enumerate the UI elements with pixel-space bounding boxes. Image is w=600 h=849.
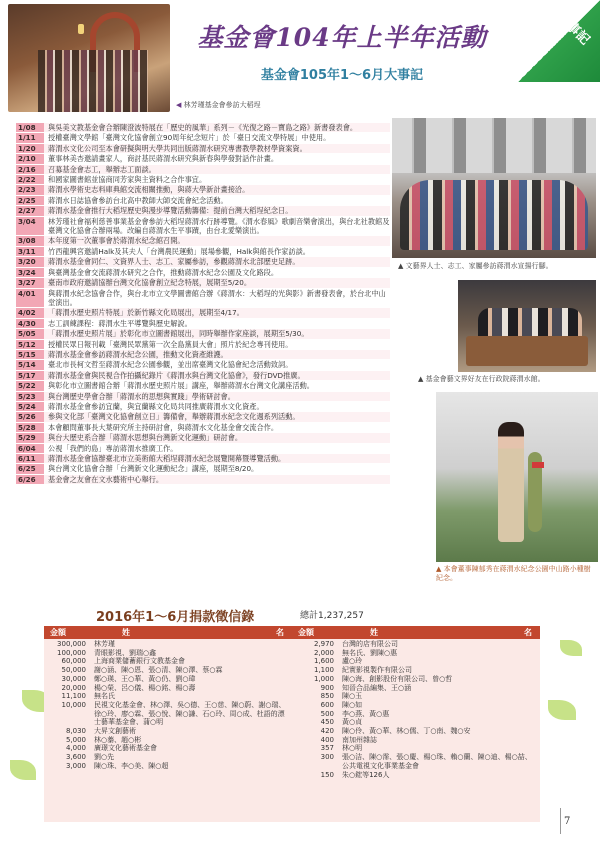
timeline-text: 蔣渭水基金會與民視合作拍攝紀錄片《蔣渭水與台灣文化協會》，發行DVD推廣。 bbox=[44, 371, 390, 380]
timeline-row bbox=[16, 217, 390, 237]
timeline-text: 「蔣渭水歷史照片特展」於新竹縣文化局展出，展期至4/17。 bbox=[44, 308, 390, 317]
timeline-row bbox=[16, 175, 390, 185]
timeline-row bbox=[16, 433, 390, 443]
donation-amount: 2,970 bbox=[313, 640, 334, 648]
timeline-date: 5/24 bbox=[16, 402, 44, 411]
timeline-text: 蔣渭水基金會參訪宜蘭，與宜蘭縣文化局共同推廣蔣渭水文化資產。 bbox=[44, 402, 390, 411]
donor-name: 林○蓁、趙○彬 bbox=[94, 735, 142, 744]
header-photo bbox=[8, 4, 170, 112]
timeline-text: 「蔣渭水歷史照片展」於彰化市立圖書館展出，同時舉辦作家座談，展期至5/30。 bbox=[44, 329, 390, 338]
timeline-text: 董事林美杏邀請畫家人，商討基民蔣渭水研究與新春與學發對話作計畫。 bbox=[44, 154, 390, 163]
donations-header bbox=[44, 626, 540, 639]
donation-row bbox=[292, 718, 540, 727]
donation-row bbox=[44, 684, 292, 693]
timeline-date: 3/20 bbox=[16, 257, 44, 266]
donor-name: 李○燕、黃○惠 bbox=[342, 709, 390, 718]
timeline-date: 6/11 bbox=[16, 454, 44, 463]
donation-row bbox=[44, 753, 292, 762]
timeline-date: 5/26 bbox=[16, 412, 44, 421]
donor-name: 朱○鋐等126人 bbox=[342, 770, 390, 779]
timeline-text: 本會顧問董事長大葉研究所主持研討會，與蔣渭水文化基金會交流合作。 bbox=[44, 423, 390, 432]
timeline-date: 5/22 bbox=[16, 381, 44, 390]
donation-row bbox=[44, 692, 292, 701]
donation-amount: 600 bbox=[320, 700, 334, 709]
donor-name: 劉○先 bbox=[94, 753, 115, 762]
events-timeline bbox=[16, 123, 390, 485]
timeline-date: 3/11 bbox=[16, 247, 44, 256]
timeline-date: 2/10 bbox=[16, 154, 44, 163]
timeline-text: 與臺灣基金會交流蔣渭水研究之合作，推動蔣渭水紀念公園及文化路段。 bbox=[44, 268, 390, 277]
meeting-photo bbox=[458, 280, 596, 372]
donation-amount: 400 bbox=[320, 735, 334, 744]
ribbon-shape bbox=[532, 462, 544, 468]
page-number: 7 bbox=[564, 816, 571, 827]
timeline-text: 與台大歷史系合辦「蔣渭水思想與台灣新文化運動」研討會。 bbox=[44, 433, 390, 442]
donation-amount: 100,000 bbox=[57, 648, 86, 657]
donation-amount: 300,000 bbox=[57, 640, 86, 648]
leaf-decoration bbox=[548, 700, 576, 720]
donations-columns bbox=[44, 639, 540, 779]
timeline-date: 3/24 bbox=[16, 268, 44, 277]
donation-row bbox=[292, 744, 540, 753]
donation-amount: 150 bbox=[320, 770, 334, 779]
donation-row bbox=[292, 657, 540, 666]
caption-arrow-icon: ◀ bbox=[176, 101, 184, 109]
timeline-row bbox=[16, 144, 390, 154]
group-photo bbox=[392, 118, 596, 258]
timeline-date: 4/02 bbox=[16, 308, 44, 317]
donor-name: 台灣的店有限公司 bbox=[342, 640, 398, 648]
timeline-text: 和國家圖書館並協商同芳家與主資料之合作事宜。 bbox=[44, 175, 390, 184]
donor-name: 南加州雜誌 bbox=[342, 735, 377, 744]
donation-amount: 1,100 bbox=[313, 666, 334, 675]
donation-amount: 1,600 bbox=[313, 657, 334, 666]
timeline-row bbox=[16, 206, 390, 216]
timeline-date: 1/20 bbox=[16, 144, 44, 153]
corner-label: 大事記 bbox=[553, 9, 593, 49]
photo-caption-1: ▲ 文藝界人士、志工、家屬參訪蔣渭水宣揚行腳。 bbox=[398, 262, 553, 270]
header-amount: 金額 bbox=[50, 628, 66, 637]
donation-row bbox=[292, 640, 540, 649]
photo-caption-3: ▲ 本會董事陳郁秀在蔣渭水紀念公園中山路小種樹紀念。 bbox=[436, 565, 591, 582]
timeline-text: 蔣渭水日誌協會參訪台北高中教師大師交流會紀念活動。 bbox=[44, 196, 390, 205]
person-shape bbox=[498, 422, 524, 542]
photo-caption-2: ▲ 基金會藝文界好友在行政院蔣渭水館。 bbox=[418, 375, 545, 383]
donor-name: 鄭○瑛、王○華、黃○仍、劉○瑋 bbox=[94, 674, 196, 683]
donation-amount: 5,000 bbox=[65, 735, 86, 744]
header-name-surname: 姓 bbox=[122, 628, 130, 637]
donor-name: 林○明 bbox=[342, 744, 363, 753]
timeline-date: 1/11 bbox=[16, 133, 44, 142]
timeline-date: 6/04 bbox=[16, 444, 44, 453]
timeline-date: 3/04 bbox=[16, 217, 44, 236]
donation-row bbox=[44, 666, 292, 675]
donation-row bbox=[292, 684, 540, 693]
donor-name: 青眼影視、劉瑞○鑫 bbox=[94, 648, 157, 657]
donor-name: 楊○榮、呂○儀、楊○銘、楊○壽 bbox=[94, 683, 196, 692]
crowd-shape bbox=[400, 180, 588, 250]
timeline-text: 蔣渭水基金會協辦臺北市立美術館大稻埕蔣渭水紀念展覽開幕暨導覽活動。 bbox=[44, 454, 390, 463]
timeline-date: 5/05 bbox=[16, 329, 44, 338]
leaf-decoration bbox=[560, 640, 582, 656]
timeline-row bbox=[16, 196, 390, 206]
timeline-row bbox=[16, 247, 390, 257]
header-name-surname: 姓 bbox=[370, 628, 378, 637]
donor-name: 上海商業儲蓄銀行文教基金會 bbox=[94, 657, 185, 666]
timeline-date: 5/12 bbox=[16, 340, 44, 349]
donor-name: 盧○玲 bbox=[342, 657, 363, 666]
timeline-text: 本年度第一次董事會於蔣渭水紀念館召開。 bbox=[44, 236, 390, 245]
header-name-given: 名 bbox=[524, 628, 532, 637]
timeline-date: 3/08 bbox=[16, 236, 44, 245]
leaf-decoration bbox=[10, 760, 36, 780]
donation-row bbox=[292, 771, 540, 780]
donation-row bbox=[292, 710, 540, 719]
timeline-row bbox=[16, 123, 390, 133]
timeline-date: 1/08 bbox=[16, 123, 44, 132]
timeline-text: 召募基金會志工，舉辦志工面談。 bbox=[44, 165, 390, 174]
timeline-row bbox=[16, 329, 390, 339]
timeline-text: 蔣渭水基金會推行大稻埕歷史與漫步導覽活動籌備：提前台灣大稻埕紀念日。 bbox=[44, 206, 390, 215]
timeline-text: 與蔣渭水紀念協會合作，與台北市立文學圖書館合辦《蔣渭水：大稻埕的光與影》新書發表會，於台北中山堂演出。 bbox=[44, 289, 390, 308]
timeline-row bbox=[16, 360, 390, 370]
donation-row bbox=[44, 736, 292, 745]
donation-amount: 450 bbox=[320, 718, 334, 727]
timeline-row bbox=[16, 475, 390, 485]
timeline-row bbox=[16, 371, 390, 381]
donor-name: 陳○玉 bbox=[342, 692, 363, 701]
building-shape bbox=[392, 118, 596, 173]
timeline-text: 公視「我們的島」專訪蔣渭水推廣工作。 bbox=[44, 444, 390, 453]
timeline-text: 與彰化市立圖書館合辦「蔣渭水歷史照片展」講座，舉辦蔣渭水台灣文化講座活動。 bbox=[44, 381, 390, 390]
timeline-text: 林芳瑾社會福利慈善事業基金會參訪大稻埕蔣渭水行跡導覽。《渭水春風》歌劇音樂會演出，與台北社教館及臺灣文化協會合辦兩場。改編自蔣渭水生平事蹟，由台北愛樂演出。 bbox=[44, 217, 390, 236]
header-photo-caption bbox=[176, 100, 261, 110]
timeline-date: 2/27 bbox=[16, 206, 44, 215]
timeline-date: 5/23 bbox=[16, 392, 44, 401]
timeline-date: 6/25 bbox=[16, 464, 44, 473]
donation-amount: 10,000 bbox=[61, 700, 86, 709]
donor-name: 廣璟文化藝術基金會 bbox=[94, 744, 157, 753]
donations-table bbox=[44, 626, 540, 822]
donation-row bbox=[44, 701, 292, 727]
donation-amount: 30,000 bbox=[61, 674, 86, 683]
donation-amount: 50,000 bbox=[61, 666, 86, 675]
timeline-date: 4/01 bbox=[16, 289, 44, 308]
page-title: 基金會104年上半年活動 bbox=[197, 23, 487, 52]
timeline-text: 臺南市政府邀請協辦台灣文化協會創立紀念特展，展期至5/20。 bbox=[44, 278, 390, 287]
donor-name: 林芳瑾 bbox=[94, 640, 115, 648]
timeline-text: 蔣渭水學術史志料庫典館交流相關推動，與蔣大學新計畫接洽。 bbox=[44, 185, 390, 194]
donor-name: 陳○海、創影股份有限公司、曾○哲 bbox=[342, 674, 453, 683]
header-name bbox=[92, 626, 292, 639]
donor-name: 黃○貞 bbox=[342, 718, 363, 727]
donation-amount: 1,000 bbox=[313, 674, 334, 683]
timeline-row bbox=[16, 154, 390, 164]
donations-title: 2016年1～6月捐款徵信錄 bbox=[96, 610, 255, 625]
timeline-row bbox=[16, 185, 390, 195]
donation-row bbox=[292, 753, 540, 770]
timeline-text: 基金會之友會在文水藝術中心舉行。 bbox=[44, 475, 390, 484]
timeline-row bbox=[16, 392, 390, 402]
timeline-row bbox=[16, 165, 390, 175]
timeline-text: 與吳美文教基金會合辦陳澄波特展在「歷史的風華」系列－《光復之路－寶島之路》新書發表會。 bbox=[44, 123, 390, 132]
timeline-row bbox=[16, 444, 390, 454]
donor-name: 無名氏 bbox=[94, 692, 115, 701]
timeline-date: 5/29 bbox=[16, 433, 44, 442]
timeline-row bbox=[16, 464, 390, 474]
donation-amount: 8,030 bbox=[65, 727, 86, 736]
donor-name: 無名氏、劉陳○惠 bbox=[342, 648, 398, 657]
timeline-date: 2/23 bbox=[16, 185, 44, 194]
donation-amount: 3,600 bbox=[65, 753, 86, 762]
page-subtitle: 基金會105年1～6月大事記 bbox=[260, 68, 424, 83]
donation-row bbox=[44, 727, 292, 736]
donor-name: 陳○伶、黃○華、林○儒、丁○南、魏○安 bbox=[342, 727, 471, 736]
donation-amount: 20,000 bbox=[61, 683, 86, 692]
caption-text: 基金會藝文界好友在行政院蔣渭水館。 bbox=[425, 375, 545, 383]
donor-name: 陳○如 bbox=[342, 700, 363, 709]
donation-amount: 900 bbox=[320, 683, 334, 692]
donation-amount: 11,100 bbox=[61, 692, 86, 701]
donation-row bbox=[44, 744, 292, 753]
timeline-date: 2/25 bbox=[16, 196, 44, 205]
timeline-text: 授權民眾日報刊載「臺灣民眾黨第一次全島黨員大會」照片於紀念專刊使用。 bbox=[44, 340, 390, 349]
timeline-row bbox=[16, 340, 390, 350]
lamp-shape bbox=[78, 24, 84, 34]
group-figures bbox=[38, 50, 148, 112]
timeline-text: 蔣渭水基金會參訪蔣渭水紀念公園，推動文化資產維護。 bbox=[44, 350, 390, 359]
donation-row bbox=[292, 727, 540, 736]
donations-total: 總計1,237,257 bbox=[300, 611, 364, 621]
timeline-text: 竹西龍興宮邀請Halk及其夫人「台灣農民運動」展場參觀，Halk與館長作家訪談。 bbox=[44, 247, 390, 256]
donation-row bbox=[292, 675, 540, 684]
donation-amount: 420 bbox=[320, 727, 334, 736]
donation-row bbox=[292, 692, 540, 701]
donation-amount: 500 bbox=[320, 709, 334, 718]
timeline-row bbox=[16, 423, 390, 433]
timeline-date: 2/22 bbox=[16, 175, 44, 184]
timeline-text: 與台灣歷史學會合辦「蔣渭水的思想與實踐」學術研討會。 bbox=[44, 392, 390, 401]
page-number-divider bbox=[560, 808, 561, 834]
donation-row bbox=[44, 675, 292, 684]
donor-name: 大昇文創藝術 bbox=[94, 727, 136, 736]
donation-row bbox=[44, 640, 292, 649]
donor-name: 張○洁、陳○霈、張○慶、楊○珠、賴○蘭、陳○迪、楊○喆、公共電視文化事業基金會 bbox=[342, 753, 532, 770]
timeline-text: 志工訓練課程：蔣渭水生平導覽與歷史解說。 bbox=[44, 319, 390, 328]
timeline-date: 5/17 bbox=[16, 371, 44, 380]
timeline-date: 3/27 bbox=[16, 278, 44, 287]
donations-left-column bbox=[44, 639, 292, 779]
header-name-given: 名 bbox=[276, 628, 284, 637]
timeline-date: 5/15 bbox=[16, 350, 44, 359]
timeline-text: 臺北市長柯文哲至蔣渭水紀念公園參觀，並出席臺灣文化協會紀念活動致詞。 bbox=[44, 360, 390, 369]
timeline-row bbox=[16, 268, 390, 278]
desk-shape bbox=[466, 336, 588, 366]
donation-amount: 300 bbox=[320, 753, 334, 762]
timeline-row bbox=[16, 257, 390, 267]
donor-name: 民視文化基金會、林○澤、吳○德、王○慈、陳○蔚、謝○瑞、徐○玲、廖○霖、張○悅、陳○謙、石○玲、周○成、杜語的漂士藝華基金會、蒲○明 bbox=[94, 700, 286, 727]
timeline-row bbox=[16, 402, 390, 412]
timeline-row bbox=[16, 454, 390, 464]
timeline-row bbox=[16, 308, 390, 318]
timeline-text: 蔣渭水基金會同仁、文資界人士、志工、家屬參訪，參觀蔣渭水北部歷史足跡。 bbox=[44, 257, 390, 266]
donation-amount: 2,000 bbox=[313, 648, 334, 657]
timeline-date: 5/14 bbox=[16, 360, 44, 369]
timeline-row bbox=[16, 278, 390, 288]
donation-amount: 60,000 bbox=[61, 657, 86, 666]
caption-text: 文藝界人士、志工、家屬參訪蔣渭水宣揚行腳。 bbox=[405, 262, 553, 270]
caption-text: 本會董事陳郁秀在蔣渭水紀念公園中山路小種樹紀念。 bbox=[436, 565, 591, 582]
timeline-date: 2/16 bbox=[16, 165, 44, 174]
donor-name: 知晉合品編集、王○涵 bbox=[342, 683, 412, 692]
donation-amount: 850 bbox=[320, 692, 334, 701]
timeline-row bbox=[16, 381, 390, 391]
timeline-row bbox=[16, 319, 390, 329]
donation-row bbox=[292, 736, 540, 745]
timeline-row bbox=[16, 412, 390, 422]
donations-right-column bbox=[292, 639, 540, 779]
timeline-row bbox=[16, 133, 390, 143]
timeline-text: 與台灣文化協會合辦「台灣新文化運動紀念」講座，展期至8/20。 bbox=[44, 464, 390, 473]
timeline-date: 4/30 bbox=[16, 319, 44, 328]
header-amount: 金額 bbox=[298, 628, 314, 637]
donation-row bbox=[44, 762, 292, 771]
timeline-text: 蔣渭水文化公司至本會研擬與明大學共同出版蔣渭水研究專書教學教材學資案資。 bbox=[44, 144, 390, 153]
timeline-text: 參與文化部「臺灣文化協會創立日」籌備會，舉辦蔣渭水紀念文化週系列活動。 bbox=[44, 412, 390, 421]
donation-amount: 3,000 bbox=[65, 761, 86, 770]
tree-planting-photo bbox=[436, 392, 598, 562]
donation-row bbox=[292, 666, 540, 675]
timeline-text: 授權臺灣文學館「臺灣文化協會創立90周年紀念短片」於「臺日交流文學特展」中使用。 bbox=[44, 133, 390, 142]
timeline-row bbox=[16, 236, 390, 246]
donation-amount: 4,000 bbox=[65, 744, 86, 753]
timeline-row bbox=[16, 289, 390, 309]
timeline-date: 5/28 bbox=[16, 423, 44, 432]
donation-row bbox=[292, 649, 540, 658]
donor-name: 謝○涵、陳○恩、張○清、陳○澤、蔡○霖 bbox=[94, 666, 223, 675]
donation-row bbox=[292, 701, 540, 710]
donation-amount: 357 bbox=[320, 744, 334, 753]
donor-name: 紀實影視製作有限公司 bbox=[342, 666, 412, 675]
timeline-date: 6/26 bbox=[16, 475, 44, 484]
header-name bbox=[340, 626, 540, 639]
timeline-row bbox=[16, 350, 390, 360]
donor-name: 陳○珠、李○美、陳○超 bbox=[94, 761, 169, 770]
caption-text: 林芳瑾基金會參訪大稻埕 bbox=[183, 101, 261, 109]
donation-row bbox=[44, 657, 292, 666]
